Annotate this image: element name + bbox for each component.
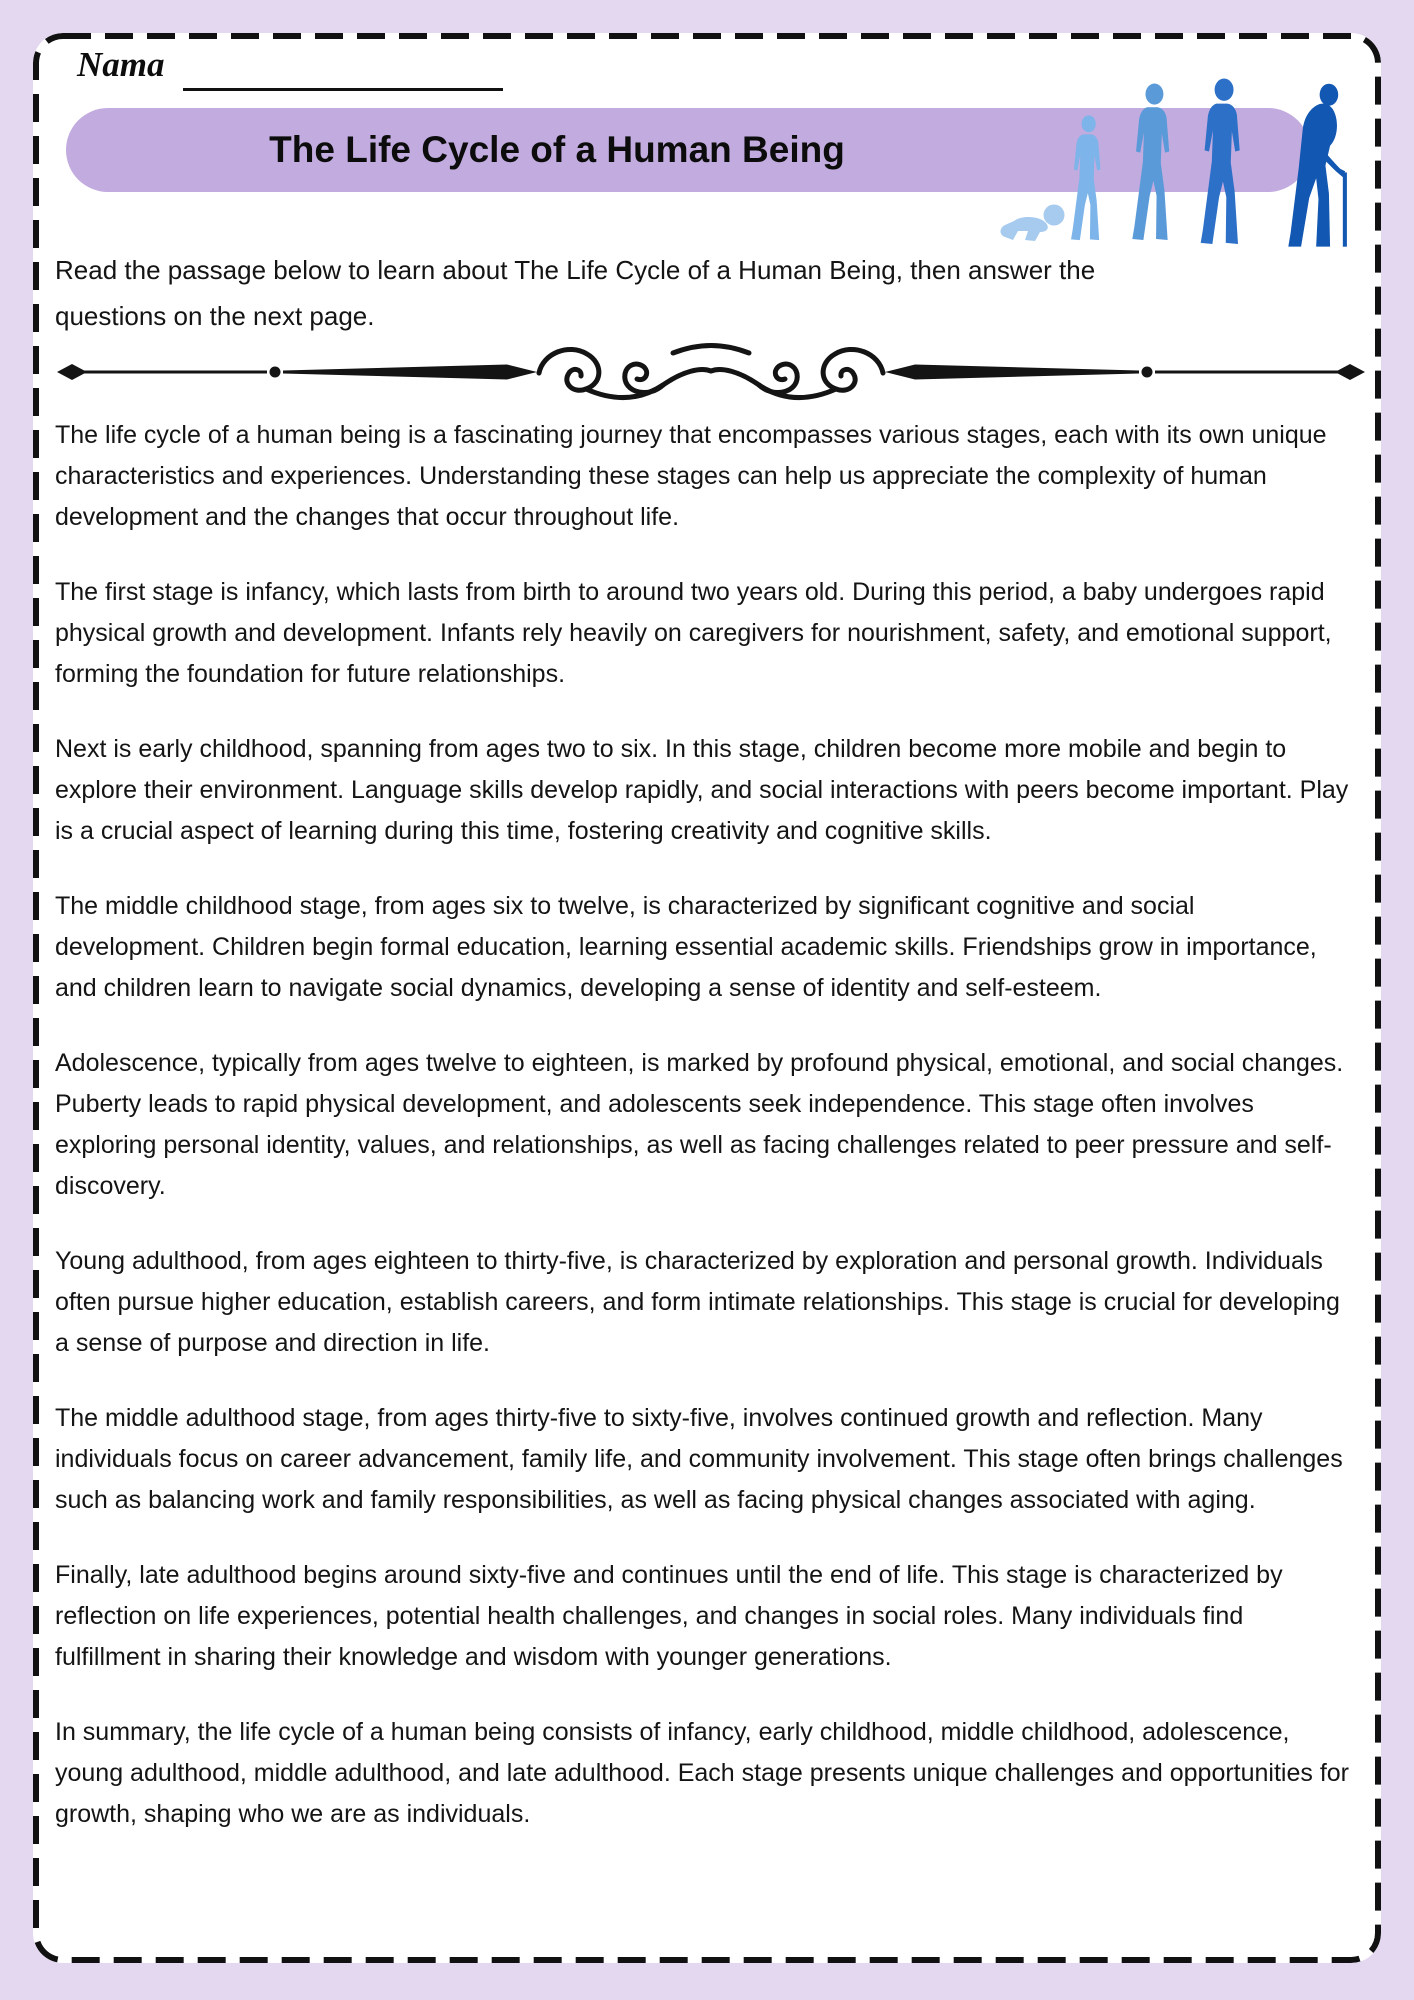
paragraph-7: The middle adulthood stage, from ages thirty-five to sixty-five, involves continued growth and reflection. Many individuals focus on career advancement, family life, and community involvement. This stage often brings challenges such as balancing work and family responsibilities, as well as facing physical changes associated with aging. bbox=[55, 1404, 1343, 1514]
elderly-with-cane-icon bbox=[1288, 84, 1347, 247]
passage bbox=[55, 415, 1350, 1835]
instruction-text: Read the passage below to learn about The Life Cycle of a Human Being, then answer the questions on the next page. bbox=[55, 255, 1096, 331]
paragraph-4: The middle childhood stage, from ages six to twelve, is characterized by significant cognitive and social development. Children begin formal education, learning essential academic skills. Friendships grow in importance, and children learn to navigate social dynamics, developing a sense of identity and self-esteem. bbox=[55, 892, 1317, 1002]
paragraph-9: In summary, the life cycle of a human being consists of infancy, early childhood, middle childhood, adolescence, young adulthood, middle adulthood, and late adulthood. Each stage presents unique challenges and opportunities for growth, shaping who we are as individuals. bbox=[55, 1718, 1350, 1828]
baby-crawling-icon bbox=[1001, 205, 1065, 242]
page-title: The Life Cycle of a Human Being bbox=[269, 129, 845, 170]
divider-ornament bbox=[51, 337, 1371, 407]
adult-icon bbox=[1201, 79, 1240, 244]
worksheet-sheet bbox=[33, 33, 1381, 1963]
life-cycle-illustration bbox=[990, 73, 1381, 253]
paragraph-3: Next is early childhood, spanning from ages two to six. In this stage, children become more mobile and begin to explore their environment. Language skills develop rapidly, and social interactions with peers become important. Play is a crucial aspect of learning during this time, fostering creativity and cognitive skills. bbox=[55, 735, 1349, 845]
name-label: Nama bbox=[77, 45, 165, 84]
teen-icon bbox=[1132, 84, 1169, 241]
paragraph-5: Adolescence, typically from ages twelve to eighteen, is marked by profound physical, emotional, and social changes. Puberty leads to rapid physical development, and adolescents seek independence. This stage often involves exploring personal identity, values, and relationships, as well as facing challenges related to peer pressure and self-discovery. bbox=[55, 1049, 1344, 1200]
divider-swirls bbox=[539, 346, 883, 398]
paragraph-1: The life cycle of a human being is a fascinating journey that encompasses various stages, each with its own unique characteristics and experiences. Understanding these stages can help us appreciate the complexity of human development and the changes that occur throughout life. bbox=[55, 421, 1327, 531]
paragraph-6: Young adulthood, from ages eighteen to thirty-five, is characterized by exploration and personal growth. Individuals often pursue higher education, establish careers, and form intimate relationships. This stage is crucial for developing a sense of purpose and direction in life. bbox=[55, 1247, 1340, 1357]
child-icon bbox=[1071, 115, 1100, 240]
paragraph-2: The first stage is infancy, which lasts from birth to around two years old. During this period, a baby undergoes rapid physical growth and development. Infants rely heavily on caregivers for nourishment, safety, and emotional support, forming the foundation for future relationships. bbox=[55, 578, 1332, 688]
name-write-in-line[interactable] bbox=[183, 88, 503, 91]
paragraph-8: Finally, late adulthood begins around sixty-five and continues until the end of life. This stage is characterized by reflection on life experiences, potential health challenges, and changes in social roles. Many individuals find fulfillment in sharing their knowledge and wisdom with younger generations. bbox=[55, 1561, 1283, 1671]
